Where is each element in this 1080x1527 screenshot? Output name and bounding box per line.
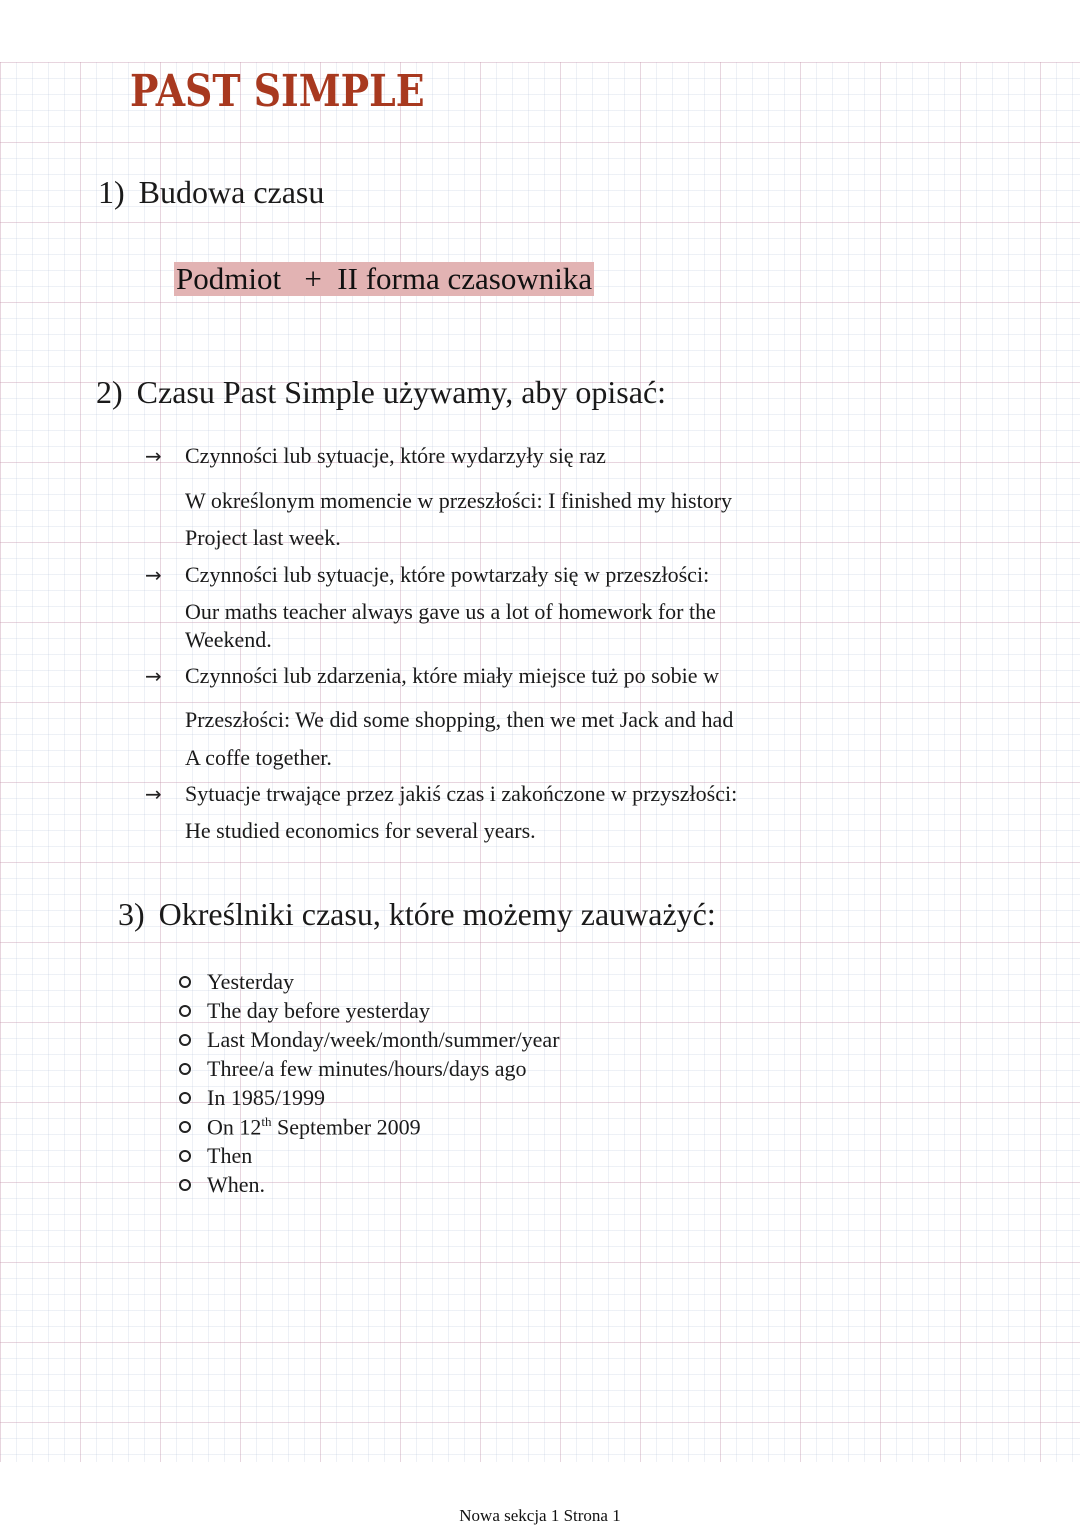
date-suffix: September 2009 [271, 1114, 421, 1140]
time-marker-item: Last Monday/week/month/summer/year [207, 1027, 560, 1052]
usage-line: Przeszłości: We did some shopping, then we met Jack and had [185, 707, 734, 732]
section-1-number: 1) [98, 174, 125, 210]
page-title: PAST SIMPLE [130, 66, 425, 117]
section-2-number: 2) [96, 374, 123, 410]
circle-bullet-icon [179, 1179, 191, 1191]
usage-line: Czynności lub sytuacje, które wydarzyły się raz [185, 443, 606, 468]
usage-line: Weekend. [185, 627, 272, 652]
date-prefix: On 12 [207, 1114, 262, 1140]
time-marker-item: Three/a few minutes/hours/days ago [207, 1056, 527, 1081]
circle-bullet-icon [179, 1005, 191, 1017]
time-marker-item-date [207, 1114, 421, 1140]
arrow-icon: → [145, 563, 162, 587]
arrow-icon: → [145, 782, 162, 806]
section-1-title: Budowa czasu [138, 174, 325, 210]
arrow-icon: → [145, 444, 162, 468]
arrow-icon: → [145, 664, 162, 688]
circle-bullet-icon [179, 1150, 191, 1162]
usage-line: Sytuacje trwające przez jakiś czas i zakończone w przyszłości: [185, 781, 738, 806]
usage-line: Czynności lub sytuacje, które powtarzały się w przeszłości: [185, 562, 710, 587]
usage-line: W określonym momencie w przeszłości: I finished my history [185, 488, 733, 513]
time-marker-item: When. [207, 1172, 266, 1197]
time-marker-item: Yesterday [207, 969, 294, 994]
usage-line: Project last week. [185, 525, 341, 550]
section-3-heading [118, 896, 716, 933]
time-marker-item: In 1985/1999 [207, 1085, 325, 1110]
circle-bullet-icon [179, 1063, 191, 1075]
section-2-title: Czasu Past Simple używamy, aby opisać: [136, 374, 667, 410]
section-3-title: Określniki czasu, które możemy zauważyć: [158, 896, 716, 932]
formula-highlight: Podmiot + II forma czasownika [176, 261, 593, 296]
date-superscript: th [261, 1114, 272, 1129]
circle-bullet-icon [179, 1121, 191, 1133]
usage-line: Czynności lub zdarzenia, które miały miejsce tuż po sobie w [185, 663, 719, 688]
usage-line: Our maths teacher always gave us a lot of homework for the [185, 599, 716, 624]
time-marker-item: Then [207, 1143, 253, 1168]
usage-line: A coffe together. [185, 745, 332, 770]
circle-bullet-icon [179, 1092, 191, 1104]
usage-line: He studied economics for several years. [185, 818, 536, 843]
time-marker-item: The day before yesterday [207, 998, 430, 1023]
page-footer: Nowa sekcja 1 Strona 1 [459, 1506, 621, 1525]
circle-bullet-icon [179, 1034, 191, 1046]
circle-bullet-icon [179, 976, 191, 988]
section-2-heading [96, 374, 666, 411]
section-1-heading [98, 174, 324, 211]
section-3-number: 3) [118, 896, 145, 932]
